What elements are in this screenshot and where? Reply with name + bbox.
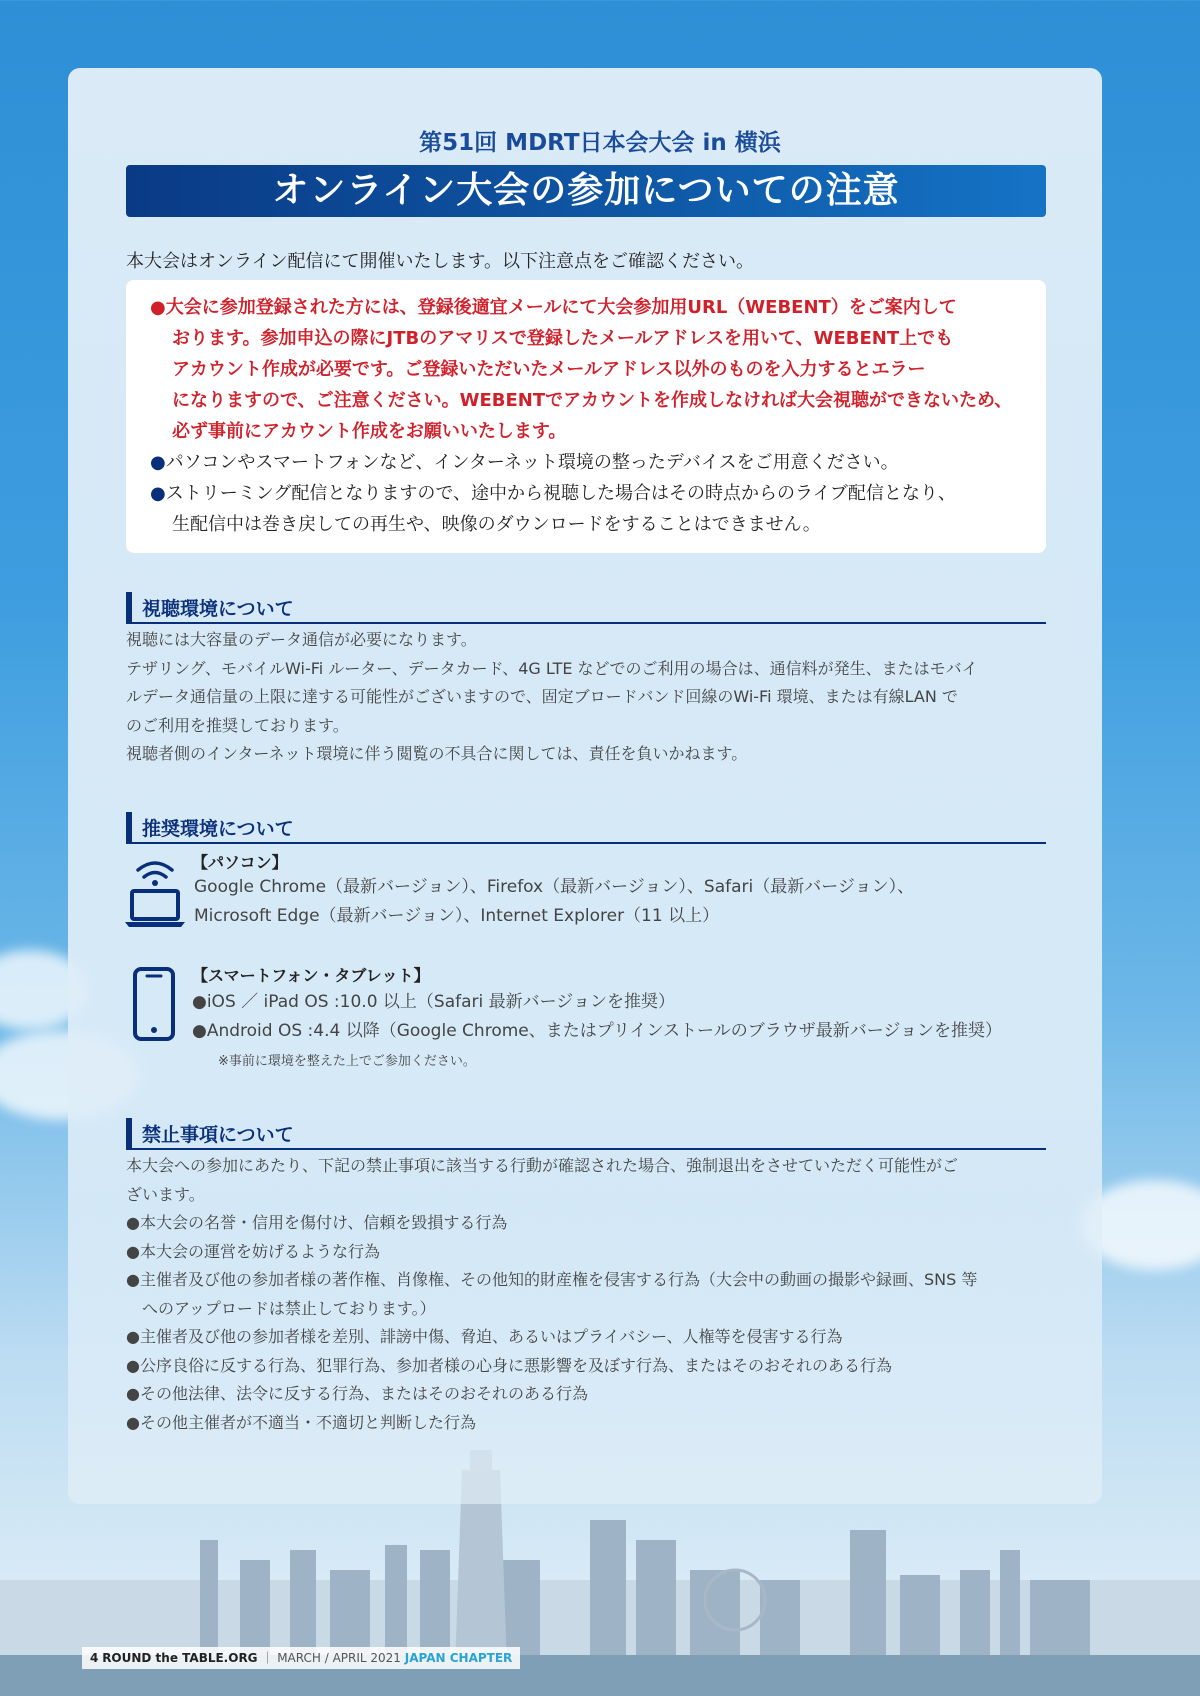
body-line: 視聴者側のインターネット環境に伴う閲覧の不具合に関しては、責任を負いかねます。: [126, 744, 748, 763]
pc-title: 【パソコン】: [192, 853, 288, 872]
laptop-wifi-icon: [124, 856, 186, 928]
pc-line: Google Chrome（最新バージョン）、Firefox（最新バージョン）、Safari（最新バージョン）、: [194, 877, 915, 897]
list-item: ●本大会の名誉・信用を傷付け、信頼を毀損する行為: [126, 1213, 508, 1232]
section-heading-label: 視聴環境について: [142, 598, 294, 620]
body-line: ざいます。: [126, 1184, 205, 1204]
mobile-line: ●iOS ／ iPad OS :10.0 以上（Safari 最新バージョンを推奨）: [192, 992, 675, 1012]
body-line: ルデータ通信量の上限に達する可能性がございますので、固定ブロードバンド回線のWi-Fi 環境、または有線LAN で: [126, 687, 958, 706]
pc-text: [194, 873, 914, 931]
page-subtitle: 第51回 MDRT日本会大会 in 横浜: [419, 130, 781, 156]
list-item: ●その他主催者が不適当・不適切と判断した行為: [126, 1412, 476, 1432]
list-item: ●公序良俗に反する行為、犯罪行為、参加者様の心身に悪影響を及ぼす行為、またはそのおそれのある行為: [126, 1355, 892, 1375]
notice-line: ●ストリーミング配信となりますので、途中から視聴した場合はその時点からのライブ配信となり、: [150, 483, 956, 504]
section-body: [126, 626, 1056, 769]
smartphone-icon: [132, 966, 176, 1042]
section-heading: [126, 592, 1046, 624]
notice-line: ●大会に参加登録された方には、登録後適宜メールにて大会参加用URL（WEBENT）をご案内して: [150, 297, 957, 318]
section-body: [126, 1152, 1056, 1437]
heading-bar: [126, 1118, 132, 1148]
heading-bar: [126, 592, 132, 622]
mobile-title: 【スマートフォン・タブレット】: [192, 966, 430, 985]
bullet-icon: ●: [150, 483, 166, 504]
bullet-icon: ●: [150, 297, 166, 318]
mobile-text: [192, 988, 1002, 1046]
notice-line: おります。参加申込の際にJTBのアマリスで登録したメールアドレスを用いて、WEBENT上でも: [172, 328, 954, 349]
body-line: テザリング、モバイルWi-Fi ルーター、データカード、4G LTE などでのご利用の場合は、通信料が発生、またはモバイ: [126, 658, 978, 678]
notice-line: アカウント作成が必要です。ご登録いただいたメールアドレス以外のものを入力するとエラー: [172, 359, 926, 380]
heading-bar: [126, 812, 132, 842]
page-title: オンライン大会の参加についての注意: [126, 165, 1046, 217]
section-heading: [126, 1118, 1046, 1150]
list-item: へのアップロードは禁止しております。）: [126, 1298, 436, 1318]
notice-box: [126, 280, 1046, 553]
page-number: 4: [90, 1651, 99, 1665]
list-item: ●主催者及び他の参加者様の著作権、肖像権、その他知的財産権を侵害する行為（大会中の動画の撮影や録画、SNS 等: [126, 1270, 978, 1289]
section-heading: [126, 812, 1046, 844]
issue-date: MARCH / APRIL 2021: [277, 1651, 401, 1665]
footer: [82, 1647, 520, 1669]
notice-line: 生配信中は巻き戻しての再生や、映像のダウンロードをすることはできません。: [172, 514, 821, 535]
mobile-line: ●Android OS :4.4 以降（Google Chrome、またはプリインストールのブラウザ最新バージョンを推奨）: [192, 1021, 1003, 1041]
site-name: ROUND the TABLE.ORG: [102, 1651, 258, 1665]
intro-text: 本大会はオンライン配信にて開催いたします。以下注意点をご確認ください。: [126, 251, 755, 272]
body-line: のご利用を推奨しております。: [126, 715, 349, 735]
bullet-icon: ●: [150, 452, 166, 473]
env-note: ※事前に環境を整えた上でご参加ください。: [218, 1054, 476, 1069]
section-heading-label: 禁止事項について: [142, 1124, 294, 1146]
notice-line: 必ず事前にアカウント作成をお願いいたします。: [172, 421, 567, 442]
notice-line: になりますので、ご注意ください。WEBENTでアカウントを作成しなければ大会視聴ができないため、: [172, 390, 1013, 411]
list-item: ●本大会の運営を妨げるような行為: [126, 1241, 380, 1261]
body-line: 視聴には大容量のデータ通信が必要になります。: [126, 630, 477, 649]
footer-separator: ｜: [261, 1651, 274, 1665]
list-item: ●その他法律、法令に反する行為、またはそのおそれのある行為: [126, 1384, 588, 1403]
list-item: ●主催者及び他の参加者様を差別、誹謗中傷、脅迫、あるいはプライバシー、人権等を侵害する行為: [126, 1327, 843, 1346]
body-line: 本大会への参加にあたり、下記の禁止事項に該当する行動が確認された場合、強制退出をさせていただく可能性がご: [126, 1156, 959, 1175]
chapter-name: JAPAN CHAPTER: [404, 1651, 513, 1665]
section-heading-label: 推奨環境について: [142, 818, 294, 840]
notice-line: ●パソコンやスマートフォンなど、インターネット環境の整ったデバイスをご用意ください。: [150, 452, 899, 473]
pc-line: Microsoft Edge（最新バージョン）、Internet Explorer（11 以上）: [194, 906, 720, 926]
